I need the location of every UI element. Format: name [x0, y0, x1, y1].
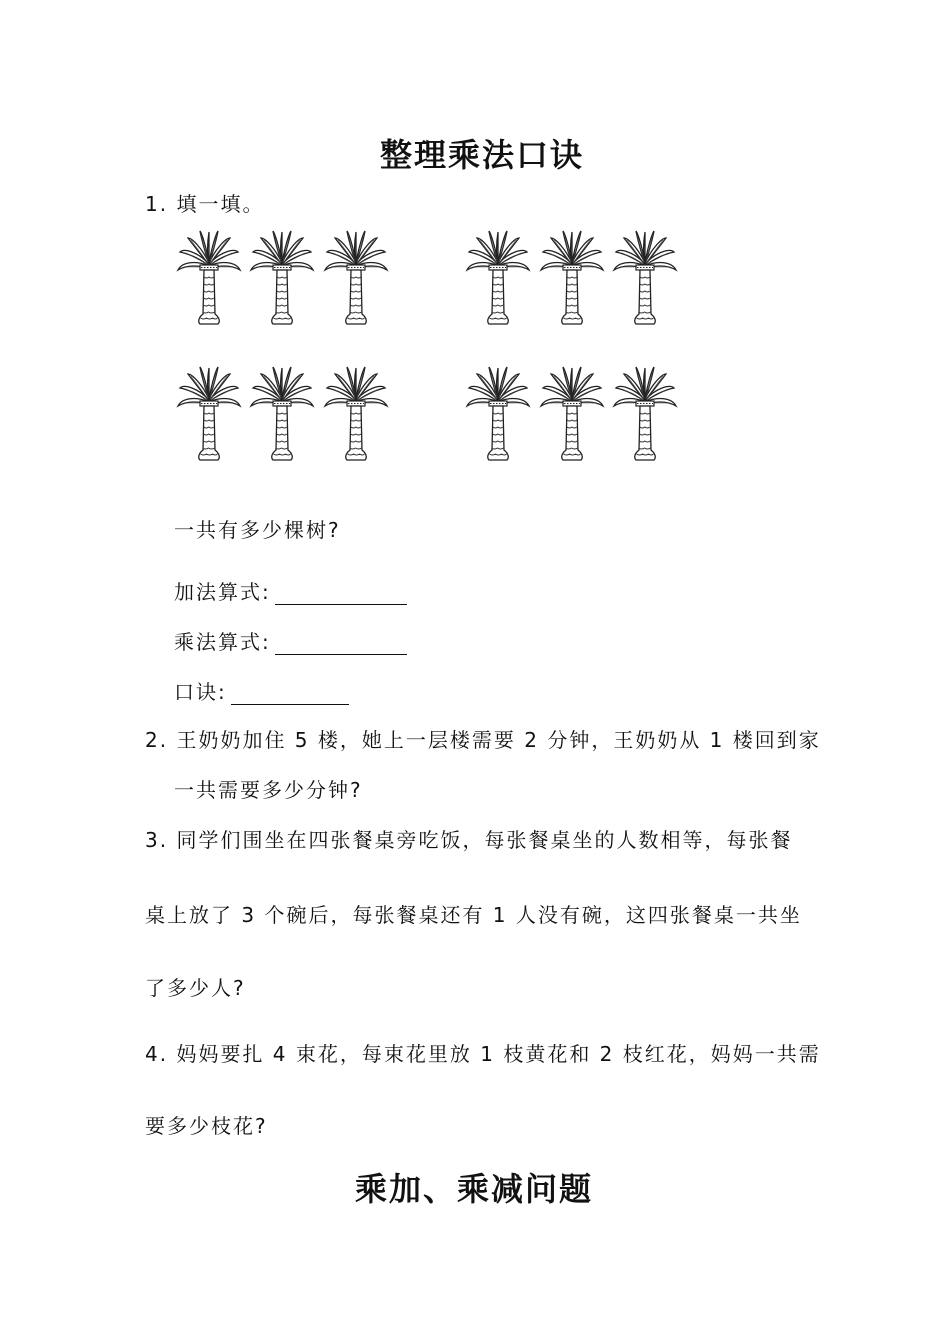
q2-line2: 一共需要多少分钟?	[174, 778, 363, 802]
q4-line2: 要多少枝花?	[145, 1114, 268, 1138]
multiplication-row	[174, 626, 407, 655]
q1-heading: 1. 填一填。	[145, 192, 265, 216]
addition-answer-blank[interactable]	[275, 582, 407, 605]
palm-tree-icon	[176, 230, 242, 326]
rhyme-row	[174, 676, 349, 705]
palm-tree-icon	[176, 366, 242, 462]
palm-tree-icon	[249, 230, 315, 326]
rhyme-label: 口诀:	[174, 680, 227, 704]
rhyme-answer-blank[interactable]	[231, 682, 349, 705]
q2-line1: 2. 王奶奶加住 5 楼，她上一层楼需要 2 分钟，王奶奶从 1 楼回到家	[145, 728, 821, 752]
palm-tree-icon	[465, 230, 531, 326]
section-title: 乘加、乘减问题	[355, 1170, 594, 1208]
palm-tree-icon	[249, 366, 315, 462]
q3-line2: 桌上放了 3 个碗后，每张餐桌还有 1 人没有碗，这四张餐桌一共坐	[145, 903, 802, 927]
palm-tree-icon	[539, 230, 605, 326]
palm-tree-icon	[612, 366, 678, 462]
q3-line1: 3. 同学们围坐在四张餐桌旁吃饭，每张餐桌坐的人数相等，每张餐	[145, 828, 793, 852]
palm-tree-icon	[323, 230, 389, 326]
q4-line1: 4. 妈妈要扎 4 束花，每束花里放 1 枝黄花和 2 枝红花，妈妈一共需	[145, 1042, 821, 1066]
addition-row	[174, 576, 407, 605]
q1-question: 一共有多少棵树?	[174, 518, 341, 542]
addition-label: 加法算式:	[174, 580, 271, 604]
palm-tree-icon	[323, 366, 389, 462]
multiplication-answer-blank[interactable]	[275, 632, 407, 655]
multiplication-label: 乘法算式:	[174, 630, 271, 654]
q3-line3: 了多少人?	[145, 976, 246, 1000]
palm-tree-icon	[612, 230, 678, 326]
palm-tree-icon	[465, 366, 531, 462]
page-title: 整理乘法口诀	[380, 136, 585, 174]
palm-tree-icon	[539, 366, 605, 462]
